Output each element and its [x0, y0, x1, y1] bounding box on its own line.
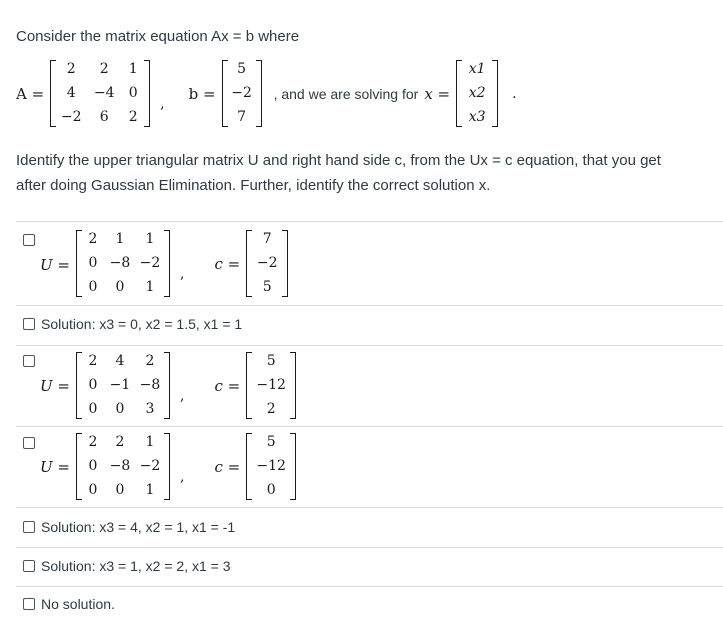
option-1-checkbox[interactable]	[23, 234, 35, 246]
x-label: x =	[424, 84, 451, 103]
matrix-a	[50, 60, 150, 127]
option-1-content: U = 2 1 1 0 −8 −2 0 0 1 , c = 7 −2 5	[40, 230, 288, 297]
matrix-a-cell: −2	[60, 109, 82, 125]
matrix-u-cell: 0	[88, 482, 98, 498]
vector-c-cell: −12	[256, 458, 286, 474]
vector-x	[456, 60, 498, 127]
matrix-u-cell: 0	[115, 279, 125, 295]
option-4-content: U = 2 2 1 0 −8 −2 0 0 1 , c = 5 −12 0	[40, 433, 296, 500]
matrix-a-cell: 0	[128, 85, 138, 101]
matrix-a-cell: −4	[93, 85, 115, 101]
vector-c-cell: 5	[266, 353, 276, 369]
vector-c-cell: 0	[266, 482, 276, 498]
matrix-u-cell: 0	[115, 401, 125, 417]
instruction-line2: after doing Gaussian Elimination. Further, identify the correct solution x.	[16, 177, 491, 194]
u-label: U =	[40, 255, 70, 274]
matrix-u-cell: 1	[145, 231, 155, 247]
matrix-u-cell: 0	[88, 255, 98, 271]
vector-c-cell: 5	[262, 279, 272, 295]
matrix-a-cell: 6	[99, 109, 109, 125]
matrix-u-cell: −2	[139, 458, 161, 474]
vector-c-cell: 5	[266, 434, 276, 450]
option-3-content: U = 2 4 2 0 −1 −8 0 0 3 , c = 5 −12 2	[40, 352, 296, 419]
vector-c-cell: 2	[266, 401, 276, 417]
matrix-u	[76, 230, 170, 297]
matrix-u-cell: −1	[109, 377, 131, 393]
option-2-checkbox[interactable]	[23, 318, 35, 330]
vector-c-cell: −2	[256, 255, 278, 271]
separator	[16, 586, 723, 587]
matrix-u-cell: −8	[109, 458, 131, 474]
matrix-u-cell: 0	[88, 401, 98, 417]
matrix-u-cell: 1	[145, 482, 155, 498]
option-2-label: Solution: x3 = 0, x2 = 1.5, x1 = 1	[41, 316, 243, 332]
vector-x-cell: x1	[468, 61, 486, 77]
option-5-checkbox[interactable]	[23, 521, 35, 533]
matrix-u-cell: 0	[88, 279, 98, 295]
matrix-u	[76, 352, 170, 419]
option-7-label: No solution.	[41, 596, 115, 612]
period: .	[512, 85, 517, 102]
solving-text: , and we are solving for	[273, 85, 419, 102]
matrix-u-cell: 1	[145, 279, 155, 295]
separator	[16, 507, 723, 508]
option-6-checkbox[interactable]	[23, 560, 35, 572]
matrix-u-cell: 2	[88, 353, 98, 369]
vector-c	[246, 352, 296, 419]
matrix-u-cell: 2	[145, 353, 155, 369]
u-label: U =	[40, 457, 70, 476]
vector-x-cell: x3	[468, 109, 486, 125]
vector-c	[246, 230, 288, 297]
separator	[16, 547, 723, 548]
b-label: b =	[188, 84, 216, 103]
separator	[16, 426, 723, 427]
matrix-u-cell: 0	[88, 377, 98, 393]
vector-c-cell: 7	[262, 231, 272, 247]
separator	[16, 305, 723, 306]
matrix-a-cell: 2	[128, 109, 138, 125]
vector-b-cell: −2	[231, 85, 252, 101]
matrix-a-cell: 2	[66, 61, 76, 77]
matrix-u-cell: 2	[115, 434, 125, 450]
matrix-u-cell: 1	[145, 434, 155, 450]
option-7-checkbox[interactable]	[23, 598, 35, 610]
matrix-u-cell: −8	[139, 377, 161, 393]
matrix-a-cell: 4	[66, 85, 76, 101]
vector-c-cell: −12	[256, 377, 286, 393]
matrix-u-cell: 3	[145, 401, 155, 417]
matrix-u-cell: 2	[88, 434, 98, 450]
matrix-a-cell: 2	[99, 61, 109, 77]
matrix-u-cell: 2	[88, 231, 98, 247]
c-label: c =	[214, 254, 241, 273]
vector-b-cell: 7	[237, 109, 247, 125]
separator	[16, 345, 723, 346]
vector-c	[246, 433, 296, 500]
option-4-checkbox[interactable]	[23, 437, 35, 449]
c-label: c =	[214, 376, 241, 395]
a-label: A =	[16, 84, 45, 103]
c-label: c =	[214, 457, 241, 476]
vector-b-cell: 5	[237, 61, 247, 77]
option-5-label: Solution: x3 = 4, x2 = 1, x1 = -1	[41, 519, 236, 535]
instruction-line1: Identify the upper triangular matrix U and right hand side c, from the Ux = c equation, that you get	[16, 152, 661, 169]
matrix-u-cell: −2	[139, 255, 161, 271]
matrix-u-cell: −8	[109, 255, 131, 271]
matrix-u-cell: 1	[115, 231, 125, 247]
equation-row: A = 2 2 1 4 −4 0 −2 6 2 , b = 5 −2 7 , and we are solving for x = x1 x2 x3 .	[16, 61, 517, 125]
u-label: U =	[40, 376, 70, 395]
option-6-label: Solution: x3 = 1, x2 = 2, x1 = 3	[41, 558, 231, 574]
matrix-u-cell: 0	[115, 482, 125, 498]
option-3-checkbox[interactable]	[23, 355, 35, 367]
question-intro: Consider the matrix equation Ax = b where	[16, 28, 300, 45]
matrix-u-cell: 0	[88, 458, 98, 474]
matrix-a-cell: 1	[128, 61, 138, 77]
separator	[16, 221, 723, 222]
vector-b	[222, 60, 262, 127]
matrix-u-cell: 4	[115, 353, 125, 369]
matrix-u	[76, 433, 170, 500]
vector-x-cell: x2	[468, 85, 486, 101]
